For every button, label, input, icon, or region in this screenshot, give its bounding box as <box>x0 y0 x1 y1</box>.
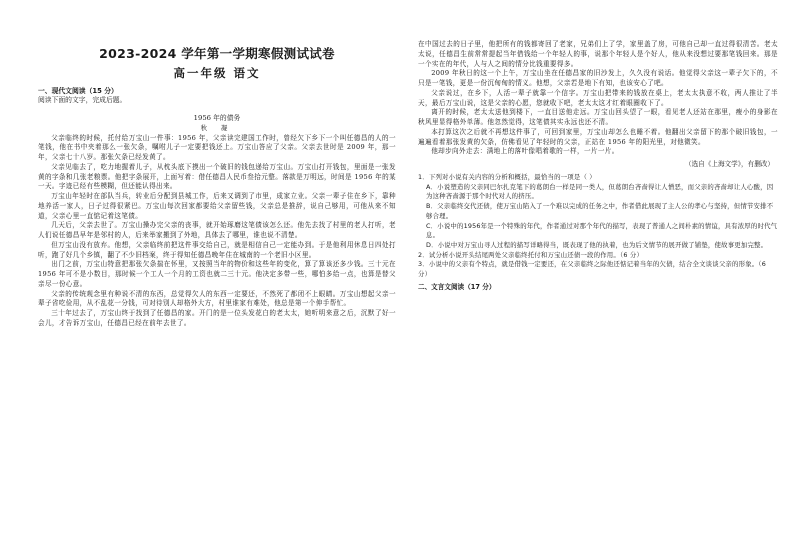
article-paragraph: 三十年过去了，万宝山终于找到了任德昌的家。开门的是一位头发花白的老太太，她听明来意之后，沉默了好一会儿，才告诉万宝山，任德昌已经在前年去世了。 <box>38 309 396 327</box>
section-heading: 二、文言文阅读（17 分） <box>418 282 496 291</box>
article-paragraph: 父亲见临去了，吃力地握着儿子，从枕头底下摸出一个破旧的钱包递给万宝山。万宝山打开钱包，里面是一张发黄的字条和几张老粮票。他把字条展开，上面写着：借任德昌人民币叁拾元整。落款是万明远，时间是 1956 年的某一天。字迹已经有些模糊，但还能认得出来。 <box>38 162 396 191</box>
article-body-left <box>38 134 396 329</box>
article-body-right <box>418 40 778 157</box>
article-paragraph: 父亲临终的时候，托付给万宝山一件事：1956 年，父亲读完建国工作时，曾经欠下乡下一个叫任德昌的人的一笔钱，他在书中夹着那么一张欠条，嘱咐儿子一定要把钱还上。万宝山答应了父亲。父亲去世时是 2009 年，那一年，父亲七十八岁。那张欠条已经发黄了。 <box>38 133 396 162</box>
article-paragraph: 出门之前，万宝山特意把那张欠条揣在怀里，又按照当年的物价和这些年的变化，算了算该还多少钱。三十元在 1956 年可不是小数目，那时候一个工人一个月的工资也就二三十元。他决定多带一些，哪怕多给一点，也算是替父亲尽一份心意。 <box>38 260 396 288</box>
question-item <box>418 173 778 251</box>
article-paragraph: 2009 年秋日的这一个上午，万宝山坐在任德昌家的旧沙发上，久久没有说话。他觉得父亲这一辈子欠下的，不只是一笔钱，更是一份沉甸甸的情义。他想，父亲若是地下有知，也该安心了吧。 <box>418 69 778 87</box>
right-column <box>418 40 778 541</box>
question-item <box>418 260 778 279</box>
question-stem: 2．试分析小说开头结尾两处父亲临终托付和万宝山还债一段的作用。（6 分） <box>418 250 644 259</box>
article-source: （选自《上海文学》，有删改） <box>684 160 774 168</box>
article-paragraph: 父亲的传统观念里有种说不清的东西，总觉得欠人的东西一定要还，不然死了都闭不上眼睛。万宝山想起父亲一辈子省吃俭用，从不乱花一分钱，可对待别人却格外大方，村里谁家有难处，他总是第一个伸手帮忙。 <box>38 289 396 308</box>
article-paragraph: 但万宝山没有放弃。他想，父亲临终前把这件事交给自己，就是相信自己一定能办到。于是他利用休息日四处打听，跑了好几个乡镇，翻了不少旧档案，终于得知任德昌晚年住在城南的一个老旧小区里。 <box>38 240 396 259</box>
question-option: C．小说中的1956年是一个特殊的年代，作者通过对那个年代的描写，表现了普通人之间朴素的情谊，具有浓厚的时代气息。 <box>426 221 778 240</box>
left-column <box>38 40 396 541</box>
question-list <box>418 173 778 280</box>
article-paragraph: 在中国过去的日子里，他把所有的钱都寄回了老家，兄弟们上了学，家里盖了房，可他自己却一直过得很清苦。老太太说，任德昌生前常常提起当年借钱给一个年轻人的事，说那个年轻人是个好人，他从来没想过要那笔钱回来。那是一个实在的年代，人与人之间的情分比钱重要得多。 <box>418 40 778 68</box>
article-paragraph: 本打算这次之后就不再想这件事了，可回到家里，万宝山却怎么也睡不着。他翻出父亲留下的那个破旧钱包，一遍遍看着那张发黄的欠条，仿佛看见了年轻时的父亲，正站在 1956 年的阳光里，对他微笑。 <box>418 127 778 146</box>
question-stem: 3．小说中的父亲有个特点，就是借钱一定要还，在父亲临终之际他还惦记着当年的欠债，结合全文谈谈父亲的形象。（6 分） <box>418 260 767 279</box>
question-option: A．小说塑造的父亲同巴尔扎克笔下的葛朗台一样是同一类人，但葛朗台吝啬得让人憎恶，而父亲的吝啬却让人心酸，因为这种吝啬源于那个时代对人的挤压。 <box>426 182 774 201</box>
article-title: 1956 年的债务 <box>193 113 241 122</box>
article-paragraph: 父亲说过，在乡下，人活一辈子就靠一个信字。万宝山把带来的钱放在桌上，老太太执意不收，两人推让了半天，最后万宝山说，这是父亲的心愿，您就收下吧，老太太这才红着眼圈收下了。 <box>418 88 778 107</box>
article-paragraph: 他却步向外走去：满地上的落叶像唱着歌的一样，一片一片。 <box>431 147 619 156</box>
question-option: B．父亲临终交代还债，使万宝山陷入了一个难以完成的任务之中，作者借此展现了主人公的孝心与坚持，但情节安排不够合理。 <box>426 202 774 220</box>
article-author: 秋 凝 <box>200 123 234 132</box>
article-paragraph: 万宝山年轻时在部队当兵，转业后分配到县城工作，后来又调到了市里，成家立业。父亲一辈子住在乡下，靠种地养活一家人，日子过得很紧巴。万宝山每次回家都要给父亲留些钱，父亲总是推辞，说自己够用，可他从来不知道，父亲心里一直惦记着这笔债。 <box>38 192 396 220</box>
section-heading: 一、现代文阅读（15 分） <box>38 87 118 95</box>
question-option: D．小说中对万宝山寻人过程的描写详略得当，既表现了他的执着，也为后文情节的展开做了铺垫，使故事更加完整。 <box>426 240 768 249</box>
exam-title: 2023-2024 学年第一学期寒假测试试卷 <box>99 46 335 61</box>
article-paragraph: 几天后，父亲去世了。万宝山操办完父亲的丧事，就开始琢磨这笔债该怎么还。他先去找了村里的老人打听，老人们说任德昌早年是邻村的人，后来举家搬到了外地，具体去了哪里，谁也说不清楚。 <box>38 221 396 240</box>
question-stem: 1．下列对小说有关内容的分析和概括，最恰当的一项是（ ） <box>418 173 596 181</box>
exam-subtitle: 高一年级 语文 <box>173 66 261 80</box>
question-item <box>418 251 778 261</box>
article-paragraph: 离开的时候，老太太送他到楼下，一直目送他走远。万宝山回头望了一眼，看见老人还站在那里，瘦小的身影在秋风里显得格外单薄。他忽然觉得，这笔债其实永远也还不清。 <box>418 108 778 126</box>
reading-instruction: 阅读下面的文字，完成后题。 <box>38 96 127 104</box>
